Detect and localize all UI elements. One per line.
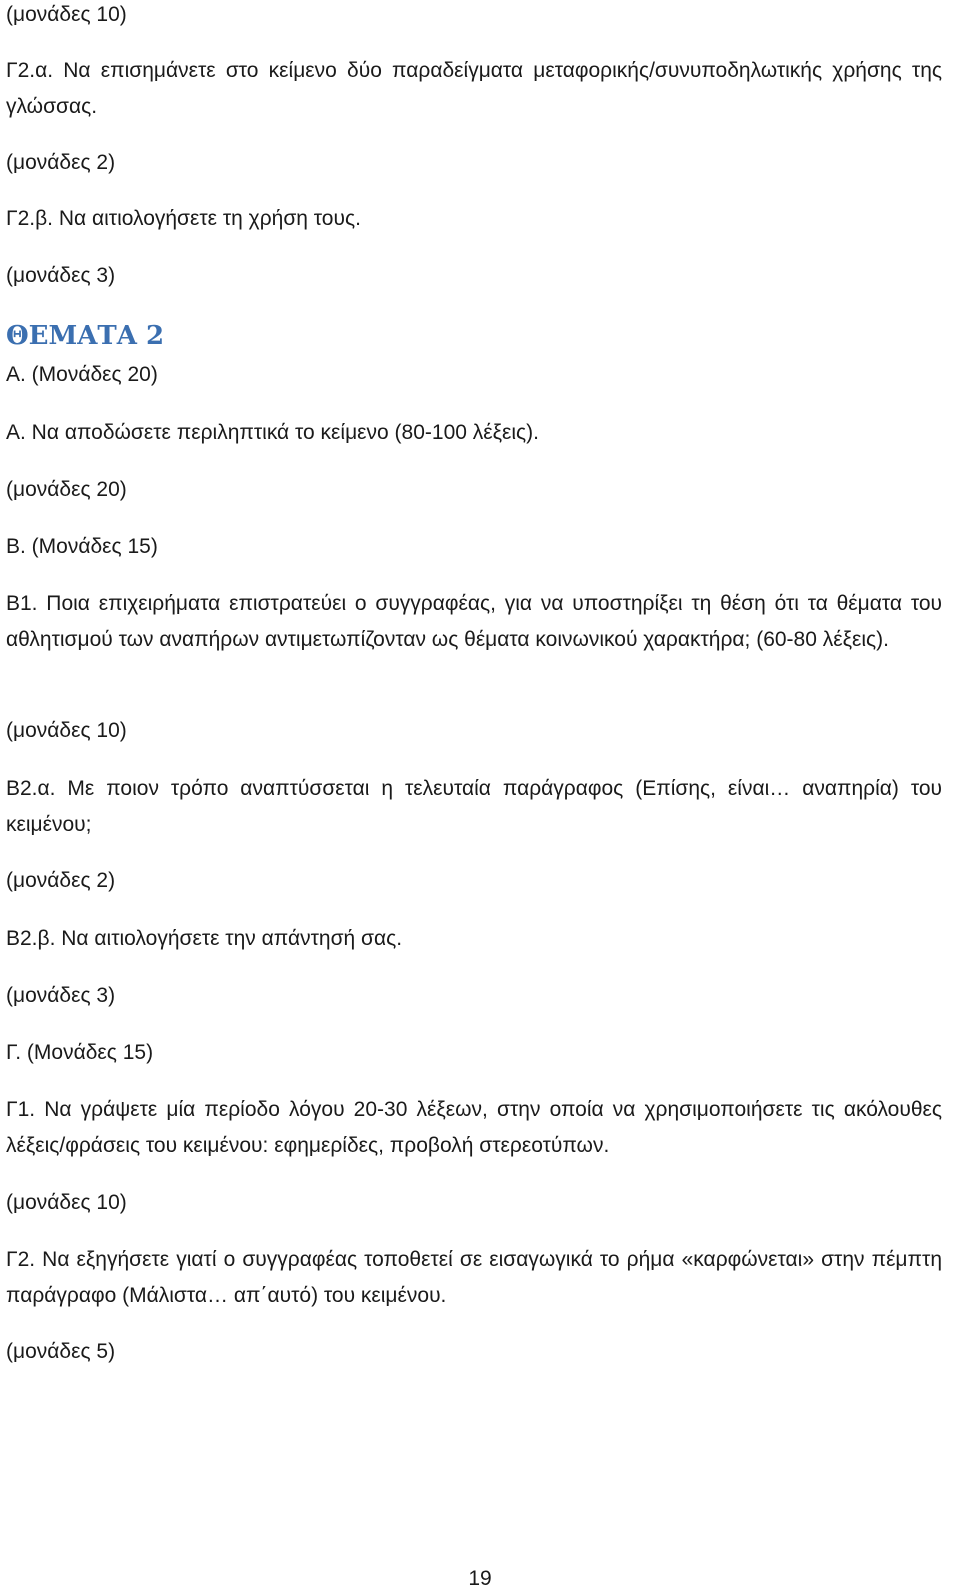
question-g2a: Γ2.α. Να επισημάνετε στο κείμενο δύο παραδείγματα μεταφορικής/συνυποδηλωτικής χρήσης της γλώσσας. <box>6 59 942 118</box>
question-g1: Γ1. Να γράψετε μία περίοδο λόγου 20-30 λέξεων, στην οποία να χρησιμοποιήσετε τις ακόλουθες λέξεις/φράσεις του κειμένου: εφημερίδες, προβολή στερεοτύπων. <box>6 1098 942 1157</box>
question-b2b: Β2.β. Να αιτιολογήσετε την απάντησή σας. <box>6 927 403 950</box>
score-note: (μονάδες 3) <box>6 984 116 1007</box>
score-note: (μονάδες 10) <box>6 1191 127 1214</box>
score-note: (μονάδες 2) <box>6 151 116 174</box>
section-a-title: Α. (Μονάδες 20) <box>6 363 158 386</box>
page-number: 19 <box>468 1567 492 1590</box>
score-note: (μονάδες 2) <box>6 869 116 892</box>
section-heading: ΘΕΜΑΤΑ 2 <box>6 321 165 351</box>
section-b-title: Β. (Μονάδες 15) <box>6 535 158 558</box>
score-note: (μονάδες 5) <box>6 1340 116 1363</box>
question-b1: Β1. Ποια επιχειρήματα επιστρατεύει ο συγγραφέας, για να υποστηρίξει τη θέση ότι τα θέματα του αθλητισμού των αναπήρων αντιμετωπίζονταν ως θέματα κοινωνικού χαρακτήρα; (60-80 λέξεις). <box>6 592 942 651</box>
question-b2a: Β2.α. Με ποιον τρόπο αναπτύσσεται η τελευταία παράγραφος (Επίσης, είναι… αναπηρία) του κειμένου; <box>6 777 942 836</box>
score-note: (μονάδες 10) <box>6 3 127 26</box>
score-note: (μονάδες 10) <box>6 719 127 742</box>
question-a: Α. Να αποδώσετε περιληπτικά το κείμενο (80-100 λέξεις). <box>6 421 540 444</box>
section-g-title: Γ. (Μονάδες 15) <box>6 1041 154 1064</box>
score-note: (μονάδες 3) <box>6 264 116 287</box>
question-g2b: Γ2.β. Να αιτιολογήσετε τη χρήση τους. <box>6 207 361 230</box>
question-g2: Γ2. Να εξηγήσετε γιατί ο συγγραφέας τοποθετεί σε εισαγωγικά το ρήμα «καρφώνεται» στην πέμπτη παράγραφο (Μάλιστα… απ΄αυτό) του κειμένου. <box>6 1248 942 1307</box>
score-note: (μονάδες 20) <box>6 478 127 501</box>
